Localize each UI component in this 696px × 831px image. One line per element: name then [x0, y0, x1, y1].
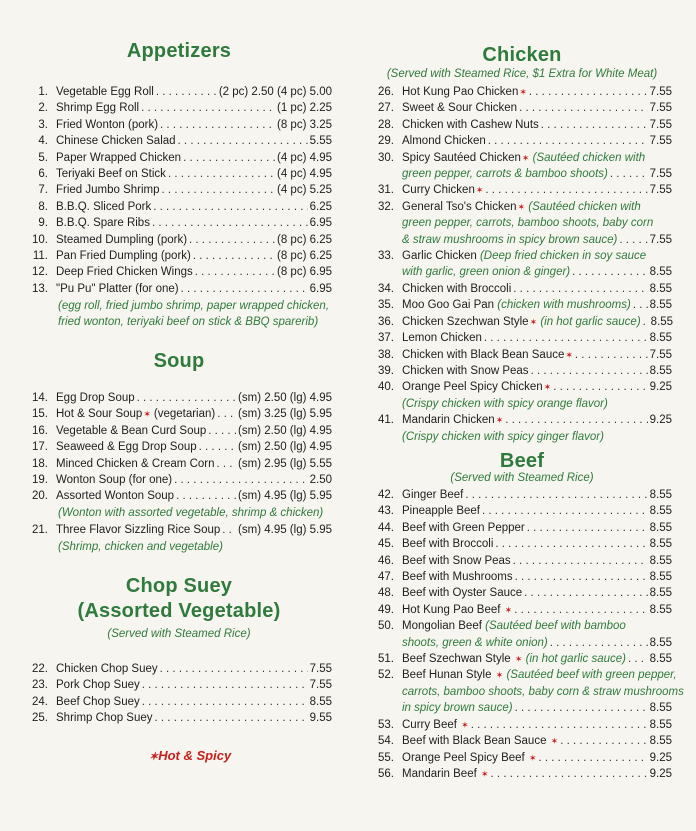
item-price: (1 pc) 2.25 [277, 102, 332, 115]
leader-dots [153, 199, 307, 215]
list-item: 39. Chicken with Snow Peas . . . 8.55 [372, 363, 672, 379]
item-name-text: Minced Chicken & Cream Corn [56, 457, 215, 470]
leader-dots [193, 248, 275, 264]
item-number: 12. [32, 266, 48, 279]
item-price: 9.55 [309, 712, 332, 725]
item-name [56, 677, 140, 693]
leader-dots [142, 677, 308, 693]
list-item [26, 166, 332, 182]
item-price: (sm) 2.50 (lg) 4.95 [238, 424, 332, 437]
item-price: (sm) 3.25 (lg) 5.95 [238, 408, 332, 421]
item-name [56, 248, 191, 264]
leader-dots [208, 423, 236, 439]
soup-list [26, 390, 332, 505]
leader-dots [137, 390, 236, 406]
list-item [26, 661, 332, 677]
item-name-text: B.B.Q. Sliced Pork [56, 200, 152, 213]
item-number: 4. [38, 135, 48, 148]
chicken-subtitle: (Served with Steamed Rice, $1 Extra for White Meat) [386, 68, 658, 80]
item-name [56, 488, 174, 504]
list-item: 34. Chicken with Broccoli . . . 8.55 [372, 281, 672, 297]
list-item: 42. Ginger Beef . . . 8.55 [372, 487, 672, 503]
item-name-text: Vegetable & Bean Curd Soup [56, 424, 207, 437]
list-item: 28. Chicken with Cashew Nuts . . . 7.55 [372, 117, 672, 133]
item-name-text: Pan Fried Dumpling (pork) [56, 250, 191, 263]
chop-suey-list [26, 661, 332, 727]
list-item [26, 677, 332, 693]
leader-dots [168, 166, 275, 182]
list-item [26, 488, 332, 504]
item-number: 2. [38, 102, 48, 115]
spicy-star-icon: ✶ [529, 316, 538, 327]
spicy-star-icon: ✶ [149, 751, 159, 763]
legend-label: Hot & Spicy [158, 748, 232, 763]
pupu-note: (egg roll, fried jumbo shrimp, paper wrapped chicken, fried wonton, teriyaki beef on stick & BBQ sparerib) [58, 300, 330, 329]
list-item [26, 117, 332, 133]
list-item: 37. Lemon Chicken . . . 8.55 [372, 330, 672, 346]
list-item: 52. Beef Hunan Style ✶ (Sautéed beef with green pepper, [378, 669, 677, 682]
item-number: 10. [32, 233, 48, 246]
item-name-text: Pork Chop Suey [56, 679, 140, 692]
list-item [26, 182, 332, 198]
list-item: 46. Beef with Snow Peas . . . 8.55 [372, 553, 672, 569]
list-item: 55. Orange Peel Spicy Beef ✶ . . . 9.25 [372, 750, 672, 766]
item-name-text: Deep Fried Chicken Wings [56, 266, 193, 279]
item-name [56, 264, 193, 280]
item-number: 14. [32, 392, 48, 404]
item-price: (sm) 2.50 (lg) 4.95 [238, 392, 332, 404]
item-number: 23. [32, 679, 48, 692]
list-item: 45. Beef with Broccoli . . . 8.55 [372, 536, 672, 552]
item-name [56, 661, 158, 677]
chicken-title: Chicken [482, 44, 562, 66]
list-item: 29. Almond Chicken . . . 7.55 [372, 133, 672, 149]
item-name-text: Assorted Wonton Soup [56, 490, 175, 503]
item-name [56, 133, 176, 149]
item-price: 8.55 [309, 695, 332, 708]
spicy-star-icon: ✶ [143, 409, 151, 420]
item-name [56, 390, 135, 406]
item-name [56, 150, 181, 166]
soup-title: Soup [153, 350, 205, 372]
list-item: 40. Orange Peel Spicy Chicken✶ . . . 9.25 [372, 379, 672, 395]
list-item [26, 199, 332, 215]
spicy-star-icon: ✶ [475, 185, 484, 196]
list-item: 48. Beef with Oyster Sauce . . . 8.55 [372, 585, 672, 601]
item-price: 7.55 [309, 663, 332, 675]
leader-dots [222, 522, 236, 538]
item-number: 18. [32, 457, 48, 470]
item-number: 20. [32, 490, 48, 503]
list-item [26, 232, 332, 248]
spicy-star-icon: ✶ [504, 604, 513, 615]
item-number: 5. [38, 151, 48, 164]
list-item [26, 456, 332, 472]
spicy-star-icon: ✶ [528, 752, 537, 763]
list-item [26, 264, 332, 280]
list-item [26, 100, 332, 116]
item-name [56, 423, 206, 439]
item-name-text: Seaweed & Egg Drop Soup [56, 441, 197, 454]
soup-note-21: (Shrimp, chicken and vegetable) [58, 541, 223, 553]
item-name-text: B.B.Q. Spare Ribs [56, 217, 150, 230]
list-item [26, 710, 332, 726]
item-number: 13. [32, 282, 48, 295]
item-name [56, 117, 158, 133]
item-name-text: Steamed Dumpling (pork) [56, 233, 188, 246]
spicy-star-icon: ✶ [550, 736, 559, 747]
item-price: 7.55 [309, 679, 332, 692]
list-item-cont: carrots, bamboo shoots, baby corn & straw mushrooms [402, 685, 684, 698]
list-item: 26. Hot Kung Pao Chicken✶ . . . 7.55 [372, 84, 672, 100]
item-name-text: Shrimp Chop Suey [56, 712, 153, 725]
list-item: 56. Mandarin Beef ✶ . . . 9.25 [372, 766, 672, 782]
spicy-star-icon: ✶ [521, 152, 530, 163]
item-number: 8. [38, 200, 48, 213]
item-price: (8 pc) 3.25 [277, 118, 332, 131]
spicy-star-icon: ✶ [517, 201, 526, 212]
list-item [26, 406, 332, 422]
item-name-text: Fried Wonton (pork) [56, 118, 159, 131]
item-name-text: Hot & Sour Soup [56, 408, 143, 421]
list-item: 49. Hot Kung Pao Beef ✶ . . . 8.55 [372, 602, 672, 618]
leader-dots [141, 100, 275, 116]
item-number: 22. [32, 663, 48, 675]
list-item: 54. Beef with Black Bean Sauce ✶ . . . 8.55 [372, 733, 672, 749]
item-price: (sm) 4.95 (lg) 5.95 [238, 490, 332, 503]
item-name-text: Vegetable Egg Roll [56, 86, 154, 98]
list-item-cont: green pepper, carrots & bamboo shoots) . . . 7.55 [372, 166, 672, 182]
list-item [26, 390, 332, 406]
list-item: 31. Curry Chicken✶ . . . 7.55 [372, 182, 672, 198]
chop-suey-title: Chop Suey [125, 575, 233, 597]
item-name-text: Paper Wrapped Chicken [56, 151, 182, 164]
item-number: 1. [38, 86, 48, 98]
leader-dots [217, 456, 237, 472]
leader-dots [156, 84, 217, 100]
item-name-text: Chicken Chop Suey [56, 663, 158, 675]
item-price: 6.25 [309, 200, 332, 213]
beef-title: Beef [499, 450, 545, 472]
spicy-star-icon: ✶ [565, 349, 573, 360]
list-item [26, 150, 332, 166]
item-name [56, 439, 197, 455]
leader-dots [195, 264, 275, 280]
beef-list [372, 487, 684, 782]
item-price: (sm) 2.50 (lg) 4.95 [238, 441, 332, 454]
item-name [56, 166, 166, 182]
list-item [26, 439, 332, 455]
spicy-star-icon: ✶ [481, 768, 489, 779]
item-name [56, 182, 160, 198]
list-item-cont: in spicy brown sauce) . . . 8.55 [372, 700, 672, 716]
leader-dots [174, 472, 307, 488]
leader-dots [155, 710, 308, 726]
item-number: 3. [38, 118, 48, 131]
list-item [26, 215, 332, 231]
item-name [56, 232, 187, 248]
list-item: 32. General Tso's Chicken✶ (Sautéed chicken with [378, 200, 641, 213]
item-price: (4 pc) 4.95 [277, 168, 332, 181]
item-name-text: Wonton Soup (for one) [56, 474, 173, 487]
item-extra: (vegetarian) [153, 408, 216, 421]
leader-dots [217, 406, 236, 422]
item-number: 17. [32, 441, 48, 454]
list-item: 33. Garlic Chicken (Deep fried chicken in soy sauce [378, 250, 647, 263]
list-item: 35. Moo Goo Gai Pan (chicken with mushrooms) . . . 8.55 [372, 297, 672, 313]
appetizers-title: Appetizers [126, 40, 232, 62]
spicy-star-icon: ✶ [519, 87, 527, 97]
item-name [56, 100, 139, 116]
leader-dots [152, 215, 308, 231]
list-item-cont: with garlic, green onion & ginger) . . . 8.55 [372, 264, 672, 280]
leader-dots [189, 232, 275, 248]
list-item [26, 423, 332, 439]
leader-dots [162, 182, 275, 198]
item-name-text: "Pu Pu" Platter (for one) [56, 282, 179, 295]
list-item-cont: shoots, green & white onion) . . . 8.55 [372, 635, 672, 651]
list-item: 30. Spicy Sautéed Chicken✶ (Sautéed chicken with [378, 151, 646, 164]
list-item [26, 281, 332, 297]
item-name-text: Egg Drop Soup [56, 392, 135, 404]
item-price: (sm) 2.95 (lg) 5.55 [238, 457, 332, 470]
list-item: 47. Beef with Mushrooms . . . 8.55 [372, 569, 672, 585]
item-number: 15. [32, 408, 48, 421]
list-item [26, 472, 332, 488]
list-item [26, 84, 332, 100]
chop-suey-title-2: (Assorted Vegetable) [77, 600, 281, 622]
hot-spicy-legend [148, 748, 231, 763]
list-item [26, 248, 332, 264]
item-name-text: Three Flavor Sizzling Rice Soup [56, 524, 221, 536]
item-name-text: Beef Chop Suey [56, 695, 140, 708]
spicy-star-icon: ✶ [495, 415, 504, 426]
list-item: 51. Beef Szechwan Style ✶ (in hot garlic sauce) . . . 8.55 [372, 651, 672, 667]
chop-suey-subtitle: (Served with Steamed Rice) [107, 628, 251, 640]
item-price: 6.95 [309, 217, 332, 230]
list-item: 43. Pineapple Beef . . . 8.55 [372, 503, 672, 519]
leader-dots [176, 488, 236, 504]
item-name [56, 472, 172, 488]
spicy-star-icon: ✶ [514, 654, 523, 665]
list-item: 36. Chicken Szechwan Style✶ (in hot garlic sauce) . . . 8.55 [372, 314, 672, 330]
item-price: (8 pc) 6.95 [277, 266, 332, 279]
item-name [56, 456, 215, 472]
item-price: 6.95 [309, 282, 332, 295]
item-name-text: Chinese Chicken Salad [56, 135, 176, 148]
leader-dots [183, 150, 275, 166]
item-name [56, 199, 151, 215]
item-name [56, 406, 215, 422]
item-price: (sm) 4.95 (lg) 5.95 [238, 524, 332, 536]
item-price: 5.55 [309, 135, 332, 148]
item-number: 11. [32, 250, 48, 263]
list-item [26, 694, 332, 710]
list-item [26, 133, 332, 149]
leader-dots [142, 694, 308, 710]
item-number: 24. [32, 695, 48, 708]
item-name [56, 522, 220, 538]
item-number: 19. [32, 474, 48, 487]
leader-dots [178, 133, 308, 149]
item-price: (8 pc) 6.25 [277, 250, 332, 263]
item-number: 25. [32, 712, 48, 725]
list-item-cont: green pepper, carrots, bamboo shoots, baby corn [402, 217, 654, 230]
item-name-text: Fried Jumbo Shrimp [56, 184, 160, 197]
list-item: 27. Sweet & Sour Chicken . . . 7.55 [372, 100, 672, 116]
item-name [56, 694, 140, 710]
item-price: 2.50 [309, 474, 332, 487]
list-item: 38. Chicken with Black Bean Sauce✶ . . . 7.55 [372, 347, 672, 363]
leader-dots [160, 661, 308, 677]
item-number: 9. [38, 217, 48, 230]
list-item-cont: (Crispy chicken with spicy orange flavor) [402, 397, 608, 410]
spicy-star-icon: ✶ [495, 670, 504, 681]
appetizers-list [26, 84, 332, 297]
item-price: (8 pc) 6.25 [277, 233, 332, 246]
list-item: 44. Beef with Green Pepper . . . 8.55 [372, 520, 672, 536]
item-number: 7. [38, 184, 48, 197]
item-number: 6. [38, 168, 48, 181]
item-name [56, 710, 153, 726]
list-item: 41. Mandarin Chicken✶ . . . 9.25 [372, 412, 672, 428]
item-name [56, 84, 154, 100]
item-name-text: Teriyaki Beef on Stick [56, 168, 166, 181]
list-item: 50. Mongolian Beef (Sautéed beef with bamboo [378, 620, 626, 633]
list-item-cont: & straw mushrooms in spicy brown sauce) . . . 7.55 [372, 232, 672, 248]
list-item [26, 522, 332, 538]
leader-dots [199, 439, 236, 455]
item-name [56, 215, 150, 231]
beef-subtitle: (Served with Steamed Rice) [450, 472, 594, 484]
item-number: 21. [32, 524, 48, 536]
item-price: (4 pc) 5.25 [277, 184, 332, 197]
chicken-list [372, 84, 672, 445]
spicy-star-icon: ✶ [461, 719, 469, 730]
soup-note-20: (Wonton with assorted vegetable, shrimp & chicken) [58, 507, 324, 519]
item-name [56, 281, 179, 297]
leader-dots [181, 281, 308, 297]
item-price: (4 pc) 4.95 [277, 151, 332, 164]
leader-dots [160, 117, 275, 133]
item-price: (2 pc) 2.50 (4 pc) 5.00 [218, 86, 332, 98]
list-item: 53. Curry Beef ✶ . . . 8.55 [372, 717, 672, 733]
spicy-star-icon: ✶ [543, 382, 552, 393]
list-item-cont: (Crispy chicken with spicy ginger flavor) [402, 430, 604, 443]
soup-item-21 [26, 522, 332, 538]
item-name-text: Shrimp Egg Roll [56, 102, 140, 115]
item-number: 16. [32, 424, 48, 437]
